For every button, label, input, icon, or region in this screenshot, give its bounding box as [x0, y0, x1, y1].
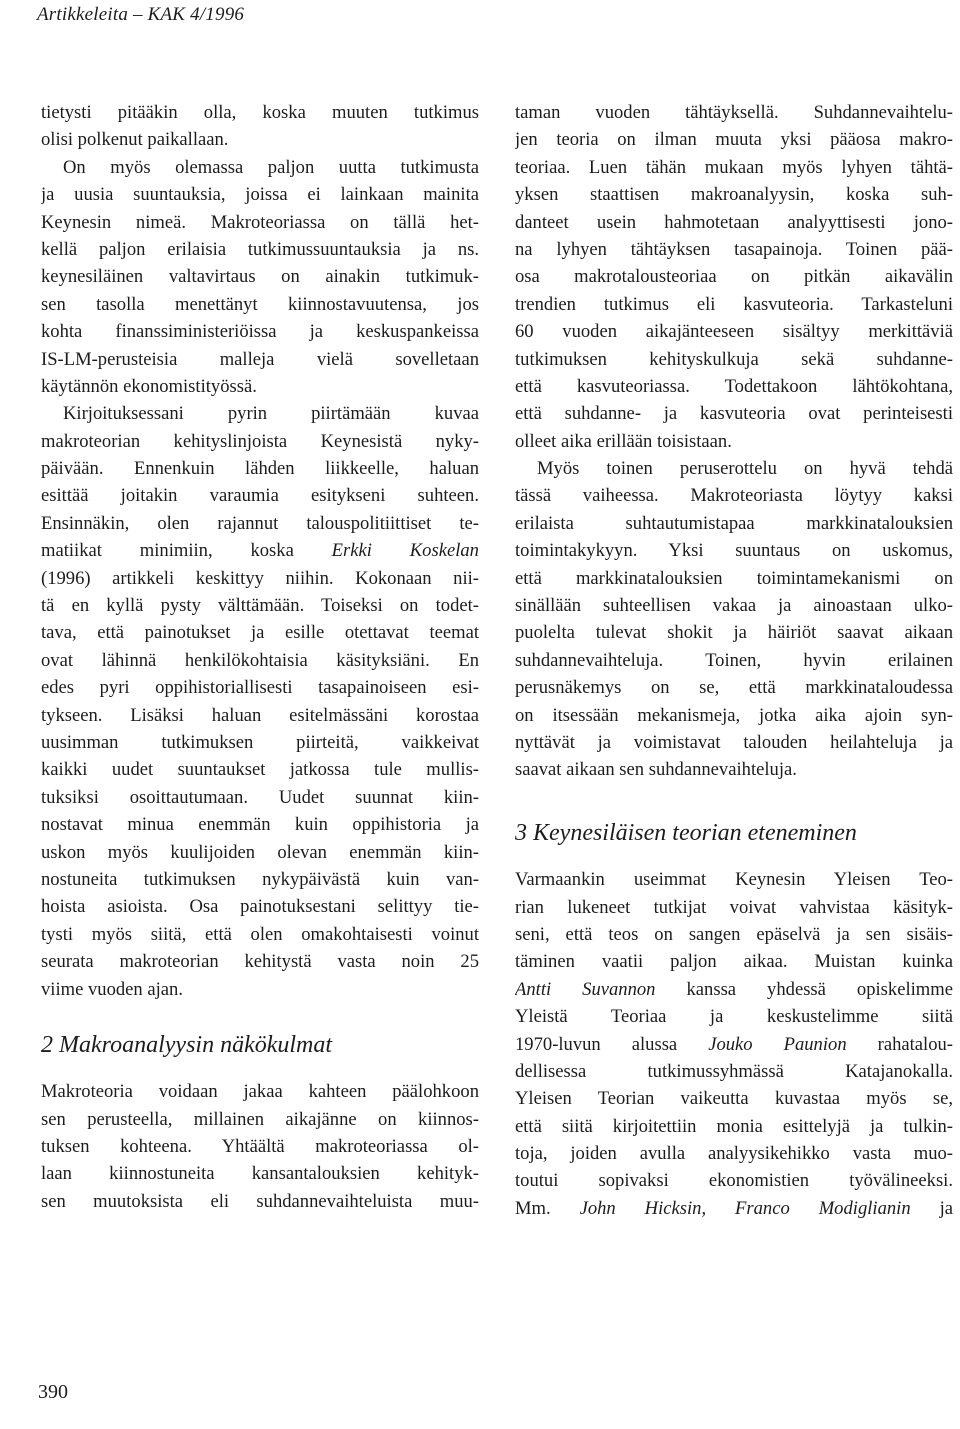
text-line: na lyhyen tähtäyksen tasapainoja. Toinen pää- — [515, 238, 953, 260]
text-line: Yleistä Teoriaa ja keskustelimme siitä — [515, 1006, 953, 1028]
text-line: IS-LM-perusteisia malleja vielä sovelletaan — [41, 348, 479, 370]
text-line: sinällään suhteellisen vakaa ja ainoastaan ulko- — [515, 595, 953, 617]
text-line: tuksiksi osoittautumaan. Uudet suunnat kiin- — [41, 786, 479, 808]
text-line: 60 vuoden aikajänteeseen sisältyy merkittäviä — [515, 321, 953, 343]
text-line: seurata makroteorian kehitystä vasta noin 25 — [41, 951, 479, 973]
text-line: kaikki uudet suuntaukset jatkossa tule mullis- — [41, 759, 479, 781]
text-line: toja, joiden avulla analyysikehikko vasta muo- — [515, 1143, 953, 1165]
text-line: ja uusia suuntauksia, joissa ei lainkaan mainita — [41, 184, 479, 206]
text-line: ovat lähinnä henkilökohtaisia käsityksiäni. En — [41, 649, 479, 671]
text-line: matiikat minimiin, koska Erkki Koskelan — [41, 540, 479, 562]
text-line: saavat aikaan sen suhdannevaihteluja. — [515, 759, 797, 781]
text-line: tuksen kohteena. Yhtäältä makroteoriassa ol- — [41, 1136, 479, 1158]
text-line: Antti Suvannon kanssa yhdessä opiskelimme — [515, 978, 953, 1000]
text-line: päivään. Ennenkuin lähden liikkeelle, haluan — [41, 458, 479, 480]
text-line: laan kiinnostuneita kansantalouksien kehityk- — [41, 1163, 479, 1185]
text-line: että kasvuteoriassa. Todettakoon lähtökohtana, — [515, 375, 953, 397]
text-line: Mm. John Hicksin, Franco Modiglianin ja — [515, 1197, 953, 1219]
text-line: kellä paljon erilaisia tutkimussuuntauksia ja ns. — [41, 238, 479, 260]
text-line: nyttävät ja voimistavat talouden heilahteluja ja — [515, 731, 953, 753]
text-line: tässä vaiheessa. Makroteoriasta löytyy kaksi — [515, 485, 953, 507]
text-line: toutui sopivaksi ekonomistien työvälineeksi. — [515, 1170, 953, 1192]
text-line: sen tasolla menettänyt kiinnostavuutensa, jos — [41, 293, 479, 315]
text-line: käytännön ekonomistityössä. — [41, 375, 257, 397]
right-column — [515, 99, 953, 1222]
text-line: sen perusteella, millainen aikajänne on kiinnos- — [41, 1108, 479, 1130]
text-line: olleet aika erillään toisistaan. — [515, 430, 732, 452]
text-line: Kirjoituksessani pyrin piirtämään kuvaa — [63, 403, 479, 425]
text-line: olisi polkenut paikallaan. — [41, 129, 229, 151]
text-line: Varmaankin useimmat Keynesin Yleisen Teo- — [515, 869, 953, 891]
text-line: On myös olemassa paljon uutta tutkimusta — [63, 156, 479, 178]
text-line: tava, että painotukset ja esille otettavat teemat — [41, 622, 479, 644]
text-line: uskon myös kuulijoiden olevan enemmän kiin- — [41, 841, 479, 863]
text-line: sen muutoksista eli suhdannevaihteluista muu- — [41, 1190, 479, 1212]
text-line: edes pyri oppihistoriallisesti tasapainoiseen esi- — [41, 677, 479, 699]
text-line: uusimman tutkimuksen piirteitä, vaikkeivat — [41, 731, 479, 753]
text-line: rian lukeneet tutkijat voivat vahvistaa käsityk- — [515, 896, 953, 918]
text-line: erilaista suhtautumistapaa markkinatalouksien — [515, 512, 953, 534]
text-line: jen teoria on ilman muuta yksi pääosa makro- — [515, 129, 953, 151]
text-line: Myös toinen peruserottelu on hyvä tehdä — [537, 458, 953, 480]
text-line: Yleisen Teorian vaikeutta kuvastaa myös se, — [515, 1088, 953, 1110]
text-line: danteet usein hahmotetaan analyyttisesti jono- — [515, 211, 953, 233]
text-line: yksen staattisen makroanalyysin, koska suh- — [515, 184, 953, 206]
text-line: puolelta tulevat shokit ja häiriöt saavat aikaan — [515, 622, 953, 644]
left-column-section-body — [41, 1078, 479, 1215]
text-line: tysti myös siitä, että olen omakohtaisesti voinut — [41, 923, 479, 945]
text-line: (1996) artikkeli keskittyy niihin. Kokonaan nii- — [41, 567, 479, 589]
text-line: että suhdanne- ja kasvuteoria ovat perinteisesti — [515, 403, 953, 425]
page-number: 390 — [38, 1381, 68, 1403]
section-heading-3: 3 Keynesiläisen teorian eteneminen — [515, 819, 857, 846]
left-column-body — [41, 99, 479, 1003]
section-heading-2: 2 Makroanalyysin näkökulmat — [41, 1031, 333, 1058]
text-line: hoista asioista. Osa painotuksestani selittyy tie- — [41, 896, 479, 918]
text-line: tutkimuksen kehityskulkuja sekä suhdanne- — [515, 348, 953, 370]
text-line: että markkinatalouksien toimintamekanismi on — [515, 567, 953, 589]
text-line: suhdannevaihteluja. Toinen, hyvin erilainen — [515, 649, 953, 671]
right-column-body — [515, 99, 953, 784]
text-line: osa makrotalousteoriaa on pitkän aikavälin — [515, 266, 953, 288]
text-line: toimintakykyyn. Yksi suuntaus on uskomus, — [515, 540, 953, 562]
left-column — [41, 99, 479, 1215]
text-line: trendien tutkimus eli kasvuteoria. Tarkasteluni — [515, 293, 953, 315]
text-line: makroteorian kehityslinjoista Keynesistä nyky- — [41, 430, 479, 452]
text-line: tykseen. Lisäksi haluan esitelmässäni korostaa — [41, 704, 479, 726]
text-line: nostavat minua enemmän kuin oppihistoria ja — [41, 814, 479, 836]
text-line: täminen vaatii paljon aikaa. Muistan kuinka — [515, 951, 953, 973]
text-line: tä en kyllä pysty välttämään. Toiseksi on todet- — [41, 595, 479, 617]
text-line: 1970-luvun alussa Jouko Paunion rahatalou- — [515, 1033, 953, 1055]
text-line: viime vuoden ajan. — [41, 978, 183, 1000]
text-line: dellisessa tutkimussyhmässä Katajanokalla. — [515, 1060, 953, 1082]
text-line: seni, että teos on sangen epäselvä ja sen sisäis- — [515, 923, 953, 945]
text-line: että siitä kirjoitettiin monia esittelyjä ja tulkin- — [515, 1115, 953, 1137]
text-line: on itsessään mekanismeja, jotka aika ajoin syn- — [515, 704, 953, 726]
text-line: teoriaa. Luen tähän mukaan myös lyhyen tähtä- — [515, 156, 953, 178]
text-line: perusnäkemys on se, että markkinataloudessa — [515, 677, 953, 699]
text-line: nostuneita tutkimuksen nykypäivästä kuin van- — [41, 868, 479, 890]
text-line: esittää joitakin varaumia esitykseni suhteen. — [41, 485, 479, 507]
text-line: Ensinnäkin, olen rajannut talouspolitiittiset te- — [41, 512, 479, 534]
right-column-section-body — [515, 866, 953, 1222]
text-line: tietysti pitääkin olla, koska muuten tutkimus — [41, 102, 479, 123]
running-header: Artikkeleita – KAK 4/1996 — [37, 4, 245, 25]
text-line: Keynesin nimeä. Makroteoriassa on tällä het- — [41, 211, 479, 233]
text-line: keynesiläinen valtavirtaus on ainakin tutkimuk- — [41, 266, 479, 288]
text-line: kohta finanssiministeriöissa ja keskuspankeissa — [41, 321, 479, 343]
text-line: Makroteoria voidaan jakaa kahteen päälohkoon — [41, 1081, 479, 1103]
text-line: taman vuoden tähtäyksellä. Suhdannevaihtelu- — [515, 102, 953, 123]
